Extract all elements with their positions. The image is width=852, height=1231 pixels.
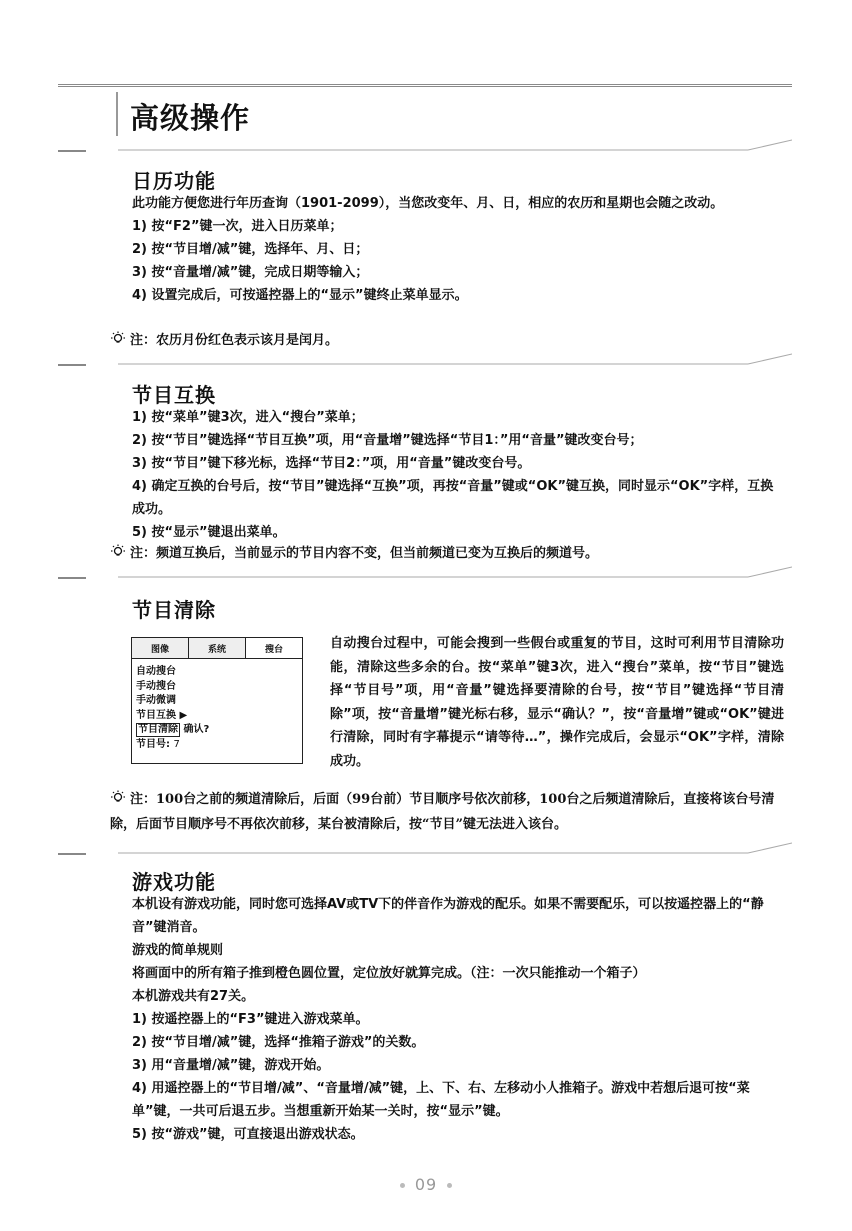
swap-step: 1) 按“菜单”键3次，进入“搜台”菜单； — [132, 410, 364, 425]
game-body — [132, 893, 784, 1146]
game-line: 游戏的简单规则 — [132, 943, 224, 958]
section-divider — [58, 353, 792, 381]
menu-item: 手动微调 — [136, 695, 176, 706]
calendar-body — [132, 192, 784, 307]
calendar-note — [110, 329, 790, 355]
lightbulb-icon — [110, 790, 130, 814]
game-line: 将画面中的所有箱子推到橙色圆位置，定位放好就算完成。（注：一次只能推动一个箱子） — [132, 966, 646, 981]
arrow-right-icon: ▶ — [179, 709, 188, 721]
game-line: 2) 按“节目增/减”键，选择“推箱子游戏”的关数。 — [132, 1035, 425, 1050]
menu-program-value: 7 — [173, 738, 180, 750]
title-bar — [116, 92, 118, 136]
game-line: 3) 用“音量增/减”键，游戏开始。 — [132, 1058, 330, 1073]
clear-description: 自动搜台过程中，可能会搜到一些假台或重复的节目，这时可利用节目清除功能，清除这些多余的台。按“菜单”键3次，进入“搜台”菜单，按“节目”键选择“节目号”项，用“音量”键选择要清除的台号，按“节目”键选择“节目清除”项，按“音量增”键光标右移，显示“确认？”，按“音量增”键或“OK”键进行清除，同时有字幕提示“请等待…”，操作完成后，会显示“OK”字样，清除成功。 — [330, 636, 784, 769]
page-title: 高级操作 — [130, 101, 251, 135]
menu-selected-label: 节目清除 — [138, 724, 178, 735]
page-number-text: 09 — [414, 1175, 438, 1194]
menu-tab: 图像 — [132, 638, 189, 658]
game-line: 本机游戏共有27关。 — [132, 989, 255, 1004]
menu-item: 手动搜台 — [136, 680, 176, 692]
menu-tab: 搜台 — [246, 638, 302, 658]
tv-menu-illustration — [131, 637, 303, 764]
menu-item-label: 节目互换 — [136, 709, 176, 721]
calendar-title: 日历功能 — [132, 169, 216, 193]
page-number — [0, 1175, 852, 1194]
game-line: 1) 按遥控器上的“F3”键进入游戏菜单。 — [132, 1012, 369, 1027]
swap-step: 2) 按“节目”键选择“节目互换”项，用“音量增”键选择“节目1：”用“音量”键改变台号； — [132, 433, 643, 448]
calendar-step: 1) 按“F2”键一次，进入日历菜单； — [132, 219, 343, 234]
clear-title: 节目清除 — [132, 598, 216, 622]
bullet-dot-icon — [447, 1183, 452, 1188]
clear-note-text: 注：100台之前的频道清除后，后面（99台前）节目顺序号依次前移，100台之后频道清除后，直接将该台号清除，后面节目顺序号不再依次前移，某台被清除后，按“节目”键无法进入该台。 — [110, 792, 775, 832]
top-rule — [58, 84, 792, 87]
swap-title: 节目互换 — [132, 383, 216, 407]
game-line: 5) 按“游戏”键，可直接退出游戏状态。 — [132, 1127, 364, 1142]
swap-note-text: 注：频道互换后，当前显示的节目内容不变，但当前频道已变为互换后的频道号。 — [130, 546, 599, 561]
swap-step: 5) 按“显示”键退出菜单。 — [132, 525, 286, 540]
section-divider — [58, 566, 792, 594]
lightbulb-icon — [110, 544, 130, 568]
menu-confirm: 确认? — [183, 724, 210, 735]
swap-step: 3) 按“节目”键下移光标，选择“节目2：”项，用“音量”键改变台号。 — [132, 456, 531, 471]
game-title: 游戏功能 — [132, 870, 216, 894]
calendar-step: 4) 设置完成后，可按遥控器上的“显示”键终止菜单显示。 — [132, 288, 468, 303]
menu-item: 自动搜台 — [136, 666, 176, 677]
calendar-step: 2) 按“节目增/减”键，选择年、月、日； — [132, 242, 369, 257]
menu-tab: 系统 — [189, 638, 246, 658]
section-divider — [58, 139, 792, 167]
menu-list — [132, 659, 302, 752]
clear-note — [110, 789, 790, 836]
menu-program-label: 节目号: — [136, 738, 170, 750]
swap-step: 4) 确定互换的台号后，按“节目”键选择“互换”项，再按“音量”键或“OK”键互换，同时显示“OK”字样，互换成功。 — [132, 479, 774, 517]
menu-item — [136, 709, 298, 724]
lightbulb-icon — [110, 331, 130, 355]
game-line: 本机设有游戏功能，同时您可选择AV或TV下的伴音作为游戏的配乐。如果不需要配乐，可以按遥控器上的“静音”键消音。 — [132, 897, 764, 935]
game-line: 4) 用遥控器上的“节目增/减”、“音量增/减”键，上、下、右、左移动小人推箱子。游戏中若想后退可按“菜单”键，一共可后退五步。当想重新开始某一关时，按“显示”键。 — [132, 1081, 750, 1119]
calendar-intro: 此功能方便您进行年历查询（1901-2099），当您改变年、月、日，相应的农历和星期也会随之改动。 — [132, 196, 724, 211]
menu-item-selected — [136, 723, 298, 738]
menu-tabs — [132, 638, 302, 659]
menu-item — [136, 738, 298, 753]
swap-body — [132, 406, 784, 544]
swap-note — [110, 542, 790, 568]
calendar-note-text: 注：农历月份红色表示该月是闰月。 — [130, 333, 339, 348]
bullet-dot-icon — [400, 1183, 405, 1188]
calendar-step: 3) 按“音量增/减”键，完成日期等输入； — [132, 265, 369, 280]
